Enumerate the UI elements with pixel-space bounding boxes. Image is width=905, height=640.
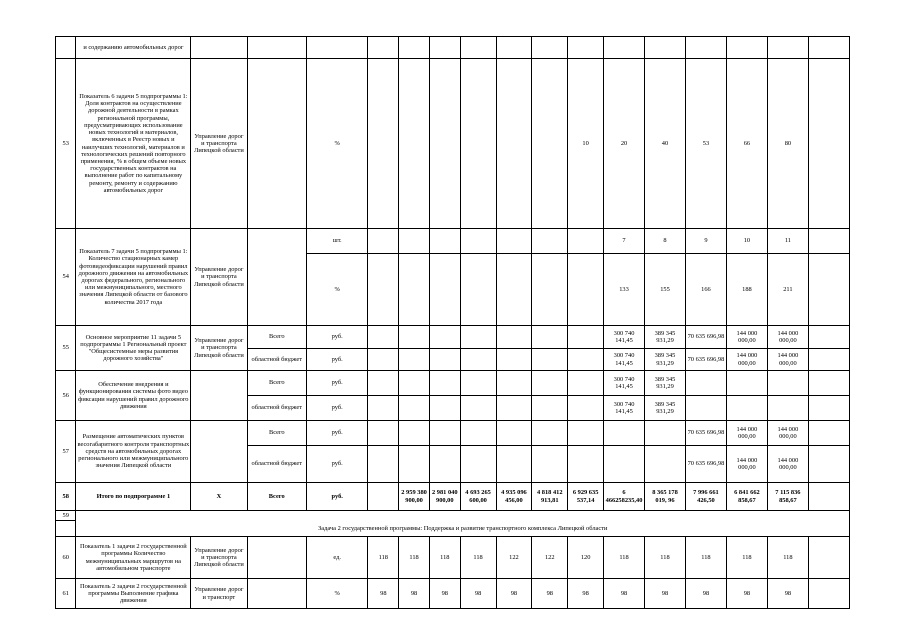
row-56-source-regional: областной бюджет: [247, 396, 306, 421]
row-60-2021: 118: [604, 537, 645, 579]
row-58-2022: 8 365 178 019, 96: [645, 483, 686, 511]
row-54-percent-2024: 188: [726, 254, 767, 326]
row-58-2016: 2 981 040 900,00: [429, 483, 460, 511]
row-55-total-2024: 144 000 000,00: [726, 326, 767, 349]
row-60-2023: 118: [685, 537, 726, 579]
row-54-percent-2022: 155: [645, 254, 686, 326]
row-60-2018: 122: [496, 537, 532, 579]
row-58-unit: руб.: [306, 483, 367, 511]
row-56-regional-2021: 300 740 141,45: [604, 396, 645, 421]
row-61-2021: 98: [604, 579, 645, 609]
table-row-52: [56, 37, 850, 59]
row-61-2024: 98: [726, 579, 767, 609]
row-53-2023: 53: [685, 59, 726, 229]
row-54-name: Показатель 7 задачи 5 подпрограммы 1: Количество стационарных камер фотовидеофиксации нарушений правил дорожного движения на автомобильных дорогах федерального, регионального или межмуниципального, местного значения Липецкой области от базового количества 2017 года: [76, 229, 191, 326]
table-row-55a: [56, 326, 850, 349]
table-row-56a: [56, 371, 850, 396]
row-55-number: 55: [56, 326, 76, 371]
row-57-number: 57: [56, 421, 76, 483]
row-60-responsible: Управление дорог и транспорта Липецкой области: [191, 537, 247, 579]
row-54-unit-percent: %: [306, 254, 367, 326]
row-60-number: 60: [56, 537, 76, 579]
row-61-number: 61: [56, 579, 76, 609]
row-54-percent-2025: 211: [767, 254, 808, 326]
row-61-2016: 98: [429, 579, 460, 609]
row-61-2017: 98: [460, 579, 496, 609]
row-56-unit-total: руб.: [306, 371, 367, 396]
row-55-source-regional: областной бюджет: [247, 349, 306, 371]
row-55-unit-regional: руб.: [306, 349, 367, 371]
row-57-unit-total: руб.: [306, 421, 367, 446]
row-53-unit: %: [306, 59, 367, 229]
row-55-total-2021: 300 740 141,45: [604, 326, 645, 349]
row-60-2016: 118: [429, 537, 460, 579]
row-58-2021: 6 466258235,40: [604, 483, 645, 511]
row-54-count-2022: 8: [645, 229, 686, 254]
row-57-source-regional: областной бюджет: [247, 446, 306, 483]
table-row-54a: [56, 229, 850, 254]
row-55-source-total: Всего: [247, 326, 306, 349]
table-row-61: [56, 579, 850, 609]
row-58-number: 58: [56, 483, 76, 511]
row-56-unit-regional: руб.: [306, 396, 367, 421]
row-57-regional-2023: 70 635 696,98: [685, 446, 726, 483]
row-58-2020: 6 929 635 537,14: [568, 483, 604, 511]
row-60-2024: 118: [726, 537, 767, 579]
row-58-2019: 4 818 412 913,81: [532, 483, 568, 511]
row-55-name: Основное мероприятие 11 задачи 5 подпрограммы 1 Региональный проект "Общесистемные меры развития дорожного хозяйства": [76, 326, 191, 371]
row-54-count-2021: 7: [604, 229, 645, 254]
row-57-regional-2025: 144 000 000,00: [767, 446, 808, 483]
table-row-58-total: [56, 483, 850, 511]
row-56-regional-2022: 389 345 931,29: [645, 396, 686, 421]
row-56-name: Обеспечение внедрения и функционирования системы фото видео фиксации нарушений правил дорожного движения: [76, 371, 191, 421]
row-61-responsible: Управление дорог и транспорт: [191, 579, 247, 609]
row-55-regional-2025: 144 000 000,00: [767, 349, 808, 371]
row-58-2017: 4 693 265 600,00: [460, 483, 496, 511]
row-60-2022: 118: [645, 537, 686, 579]
row-54-percent-2023: 166: [685, 254, 726, 326]
row-55-total-2023: 70 635 696,98: [685, 326, 726, 349]
row-56-number: 56: [56, 371, 76, 421]
row-56-source-total: Всего: [247, 371, 306, 396]
row-56-total-2021: 300 740 141,45: [604, 371, 645, 396]
row-58-responsible: X: [191, 483, 247, 511]
row-53-number: 53: [56, 59, 76, 229]
row-60-unit: ед.: [306, 537, 367, 579]
row-58-2015: 2 959 380 900,00: [399, 483, 430, 511]
task-2-heading: Задача 2 государственной программы: Поддержка и развитие транспортного комплекса Липецкой области: [76, 521, 850, 537]
row-53-name: Показатель 6 задачи 5 подпрограммы 1: Доля контрактов на осуществление дорожной деятельности в рамках региональной программы, предусматривающих использование новых технологий и материалов, включенных в Реестр новых и наилучших технологий, материалов и технологических решений повторного применения, % в общем объеме новых государственных контрактов на выполнение работ по капитальному ремонту, ремонту и содержанию автомобильных дорог: [76, 59, 191, 229]
row-59-number: 59: [56, 511, 76, 521]
row-55-regional-2021: 300 740 141,45: [604, 349, 645, 371]
indicators-table: [55, 36, 850, 609]
row-57-name: Размещение автоматических пунктов весогабаритного контроля транспортных средств на автомобильных дорогах регионального или межмуниципального значения Липецкой области: [76, 421, 191, 483]
row-54-count-2025: 11: [767, 229, 808, 254]
row-56-total-2022: 389 345 931,29: [645, 371, 686, 396]
row-57-total-2024: 144 000 000,00: [726, 421, 767, 446]
table-row-57a: [56, 421, 850, 446]
row-58-name: Итого по подпрограмме 1: [76, 483, 191, 511]
row-54-responsible: Управление дорог и транспорта Липецкой области: [191, 229, 247, 326]
row-61-2022: 98: [645, 579, 686, 609]
row-53-2024: 66: [726, 59, 767, 229]
row-58-source: Всего: [247, 483, 306, 511]
row-58-2018: 4 935 096 456,00: [496, 483, 532, 511]
row-52-name: и содержанию автомобильных дорог: [76, 37, 191, 59]
row-61-2014: 98: [368, 579, 399, 609]
table-row-53: [56, 59, 850, 229]
row-53-2021: 20: [604, 59, 645, 229]
row-53-2025: 80: [767, 59, 808, 229]
row-55-total-2022: 389 345 931,29: [645, 326, 686, 349]
row-54-unit-count: шт.: [306, 229, 367, 254]
row-58-2024: 6 841 662 858,67: [726, 483, 767, 511]
row-60-2017: 118: [460, 537, 496, 579]
row-60-2020: 120: [568, 537, 604, 579]
row-55-total-2025: 144 000 000,00: [767, 326, 808, 349]
row-53-2020: 10: [568, 59, 604, 229]
row-61-2020: 98: [568, 579, 604, 609]
row-54-percent-2021: 133: [604, 254, 645, 326]
row-57-unit-regional: руб.: [306, 446, 367, 483]
row-54-count-2024: 10: [726, 229, 767, 254]
row-61-name: Показатель 2 задачи 2 государственной программы Выполнение графика движения: [76, 579, 191, 609]
row-55-responsible: Управление дорог и транспорта Липецкой области: [191, 326, 247, 371]
row-57-total-2023: 70 635 696,98: [685, 421, 726, 446]
row-61-2019: 98: [532, 579, 568, 609]
row-54-count-2023: 9: [685, 229, 726, 254]
row-55-regional-2023: 70 635 696,98: [685, 349, 726, 371]
row-53-responsible: Управление дорог и транспорта Липецкой области: [191, 59, 247, 229]
table-row-60: [56, 537, 850, 579]
row-60-2019: 122: [532, 537, 568, 579]
row-58-2023: 7 996 661 426,50: [685, 483, 726, 511]
row-60-2015: 118: [399, 537, 430, 579]
row-61-2018: 98: [496, 579, 532, 609]
row-55-unit-total: руб.: [306, 326, 367, 349]
row-61-2025: 98: [767, 579, 808, 609]
row-60-name: Показатель 1 задачи 2 государственной программы Количество межмуниципальных маршрутов на автомобильном транспорте: [76, 537, 191, 579]
row-61-2015: 98: [399, 579, 430, 609]
row-53-2022: 40: [645, 59, 686, 229]
row-54-number: 54: [56, 229, 76, 326]
row-57-source-total: Всего: [247, 421, 306, 446]
table-row-59a: [56, 511, 850, 521]
table-row-59b: [56, 521, 850, 537]
row-55-regional-2022: 389 345 931,29: [645, 349, 686, 371]
row-61-2023: 98: [685, 579, 726, 609]
row-55-regional-2024: 144 000 000,00: [726, 349, 767, 371]
row-60-2014: 118: [368, 537, 399, 579]
row-60-2025: 118: [767, 537, 808, 579]
row-61-unit: %: [306, 579, 367, 609]
row-57-total-2025: 144 000 000,00: [767, 421, 808, 446]
row-57-regional-2024: 144 000 000,00: [726, 446, 767, 483]
row-58-2025: 7 115 836 858,67: [767, 483, 808, 511]
